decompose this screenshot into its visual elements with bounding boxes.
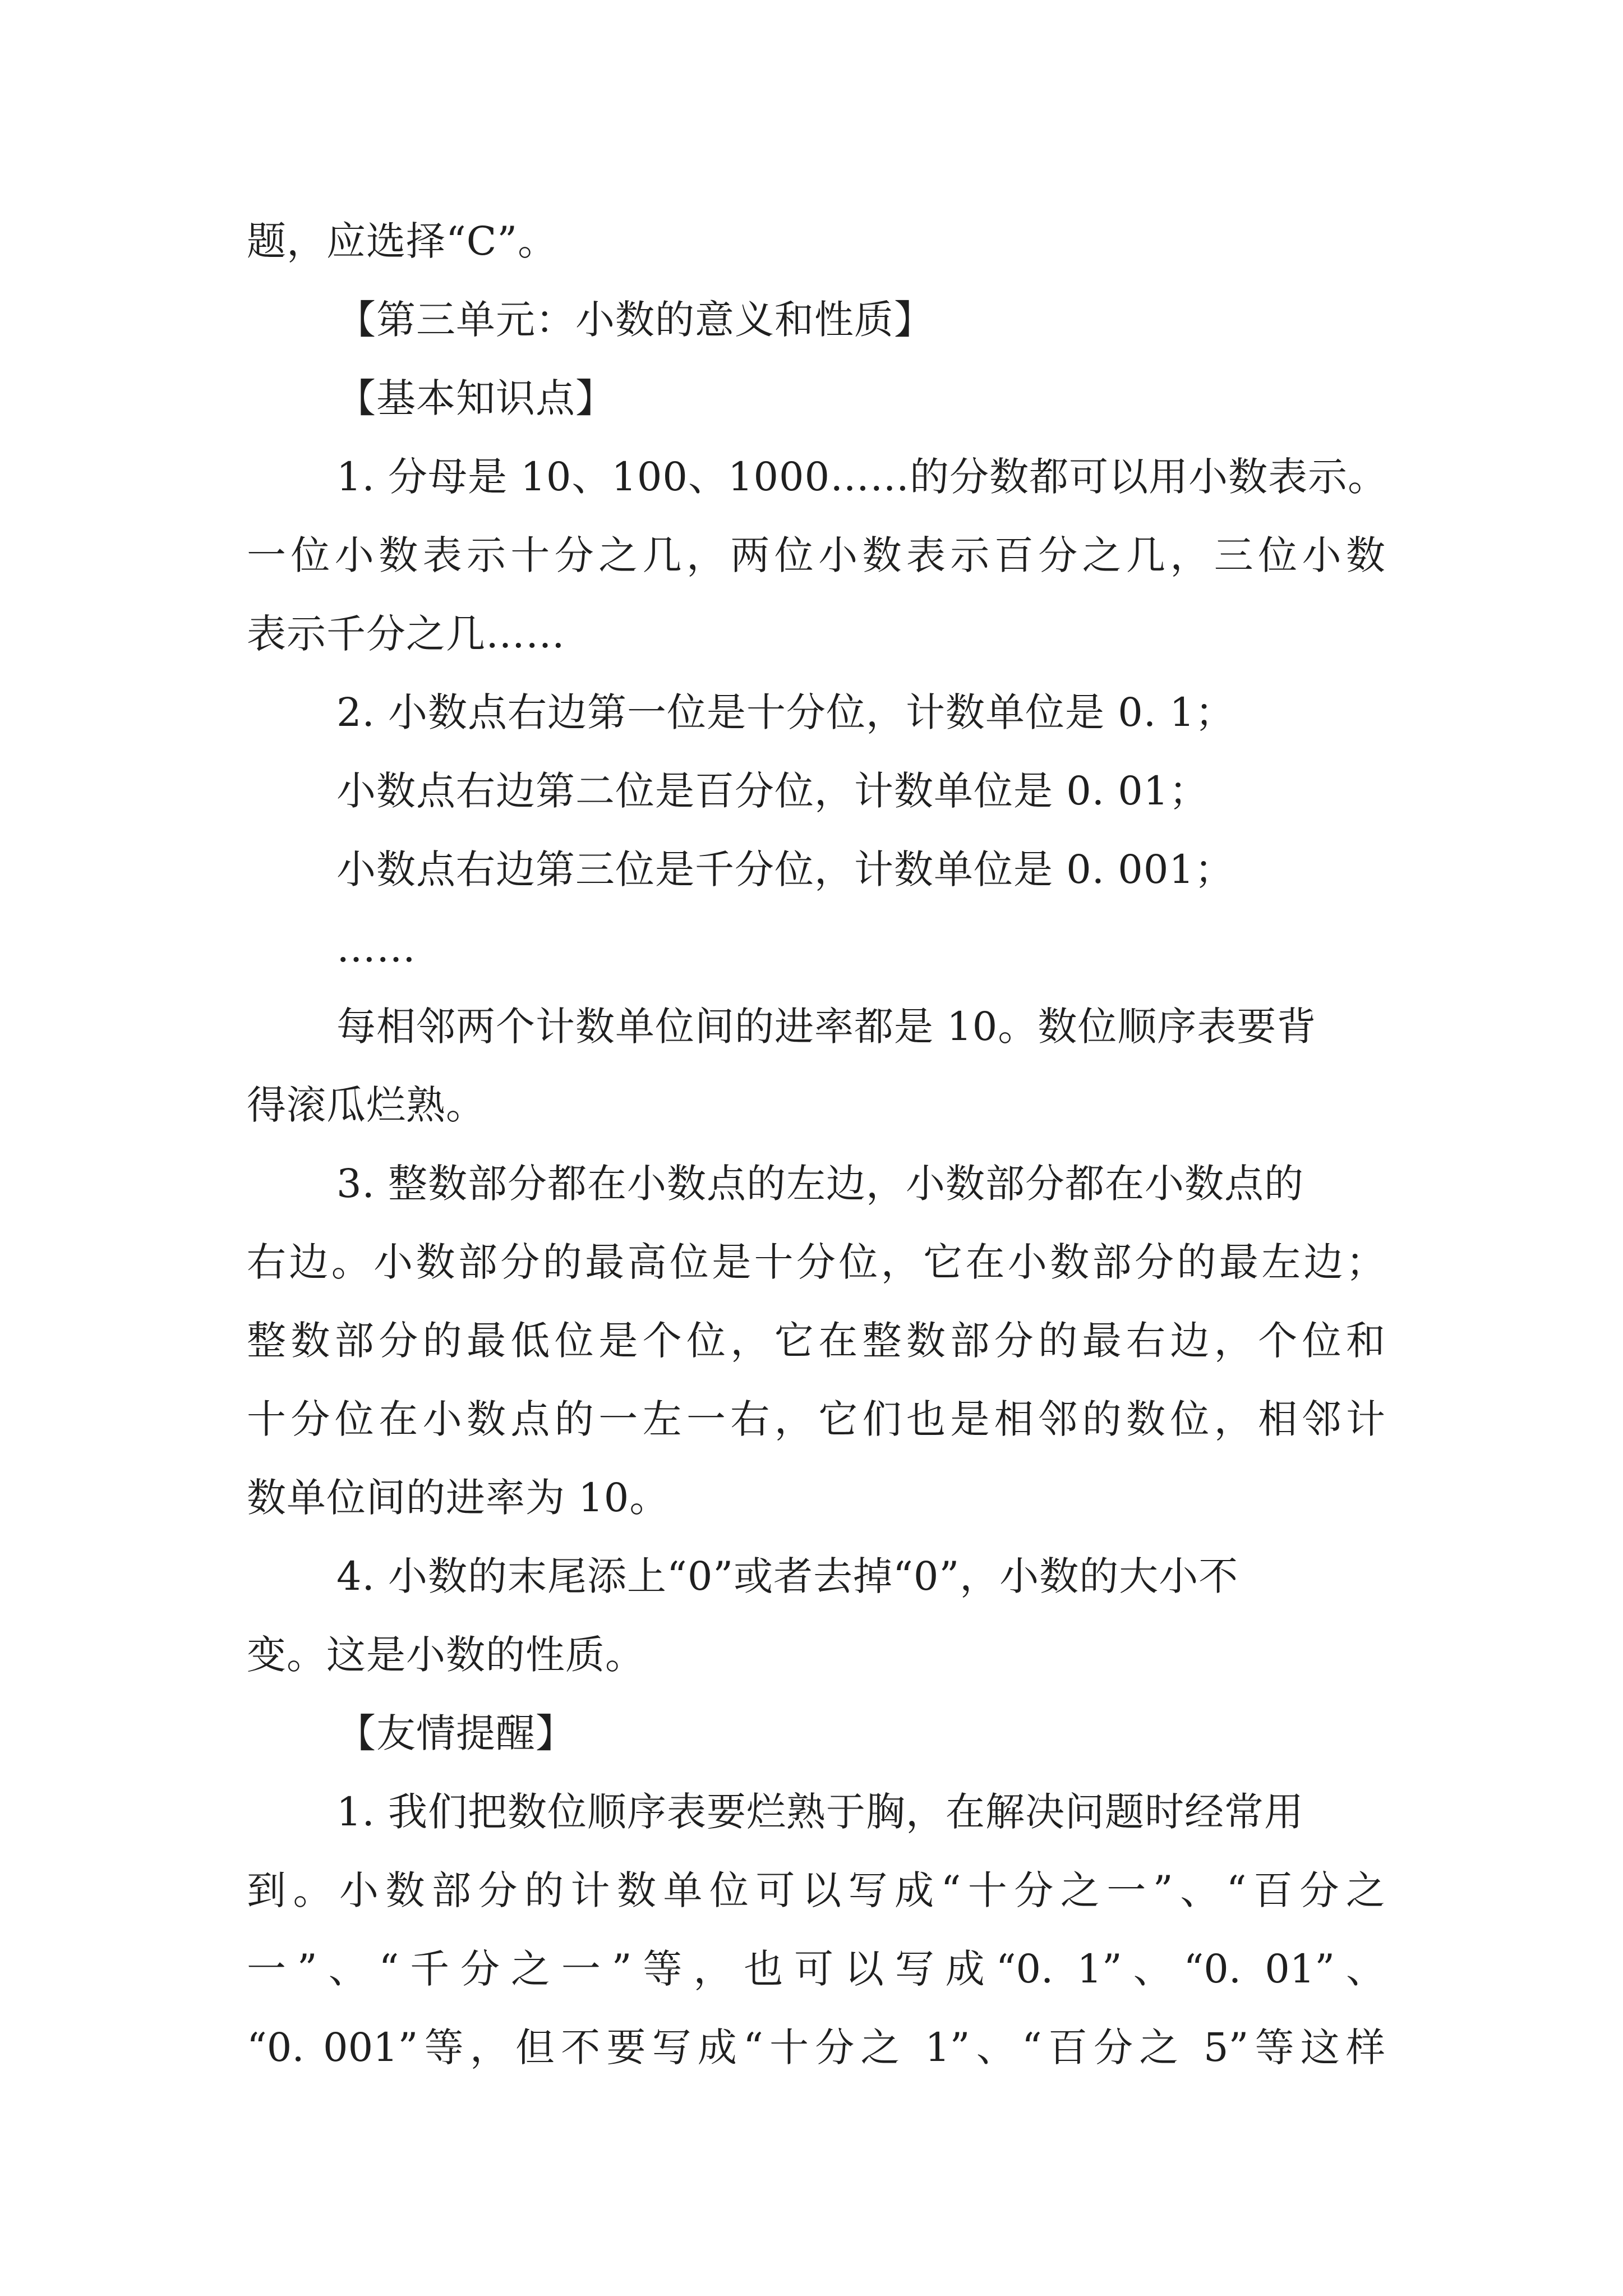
paragraph-line: 2. 小数点右边第一位是十分位，计数单位是 0. 1； — [336, 689, 1235, 735]
paragraph-line: 十分位在小数点的一左一右，它们也是相邻的数位，相邻计 — [247, 1396, 1385, 1442]
paragraph-line: 小数点右边第二位是百分位，计数单位是 0. 01； — [336, 768, 1209, 814]
paragraph-line: 整数部分的最低位是个位，它在整数部分的最右边，个位和 — [247, 1318, 1385, 1364]
paragraph-line: 得滚瓜烂熟。 — [247, 1082, 486, 1128]
paragraph-line: 数单位间的进率为 10。 — [247, 1475, 670, 1521]
paragraph-line: 一”、“千分之一”等，也可以写成“0. 1”、“0. 01”、 — [247, 1946, 1385, 1992]
subsection-heading: 【基本知识点】 — [336, 375, 615, 421]
paragraph-line: 1. 分母是 10、100、1000……的分数都可以用小数表示。 — [336, 454, 1388, 500]
paragraph-line: “0. 001”等，但不要写成“十分之 1”、“百分之 5”等这样 — [247, 2024, 1385, 2070]
paragraph-line: 每相邻两个计数单位间的进率都是 10。数位顺序表要背 — [336, 1004, 1317, 1050]
paragraph-line: 1. 我们把数位顺序表要烂熟于胸，在解决问题时经常用 — [336, 1789, 1304, 1835]
ellipsis-line: …… — [336, 925, 416, 971]
paragraph-line: 到。小数部分的计数单位可以写成“十分之一”、“百分之 — [247, 1867, 1385, 1913]
text-line: 题，应选择“C”。 — [247, 218, 558, 264]
paragraph-line: 小数点右边第三位是千分位，计数单位是 0. 001； — [336, 846, 1234, 892]
paragraph-line: 一位小数表示十分之几，两位小数表示百分之几，三位小数 — [247, 532, 1385, 578]
paragraph-line: 3. 整数部分都在小数点的左边，小数部分都在小数点的 — [336, 1161, 1304, 1207]
paragraph-line: 变。这是小数的性质。 — [247, 1632, 645, 1678]
paragraph-line: 4. 小数的末尾添上“0”或者去掉“0”，小数的大小不 — [336, 1553, 1239, 1599]
paragraph-line: 右边。小数部分的最高位是十分位，它在小数部分的最左边； — [247, 1239, 1385, 1285]
subsection-heading: 【友情提醒】 — [336, 1710, 575, 1756]
section-heading: 【第三单元：小数的意义和性质】 — [336, 297, 934, 343]
paragraph-line: 表示千分之几…… — [247, 611, 565, 657]
